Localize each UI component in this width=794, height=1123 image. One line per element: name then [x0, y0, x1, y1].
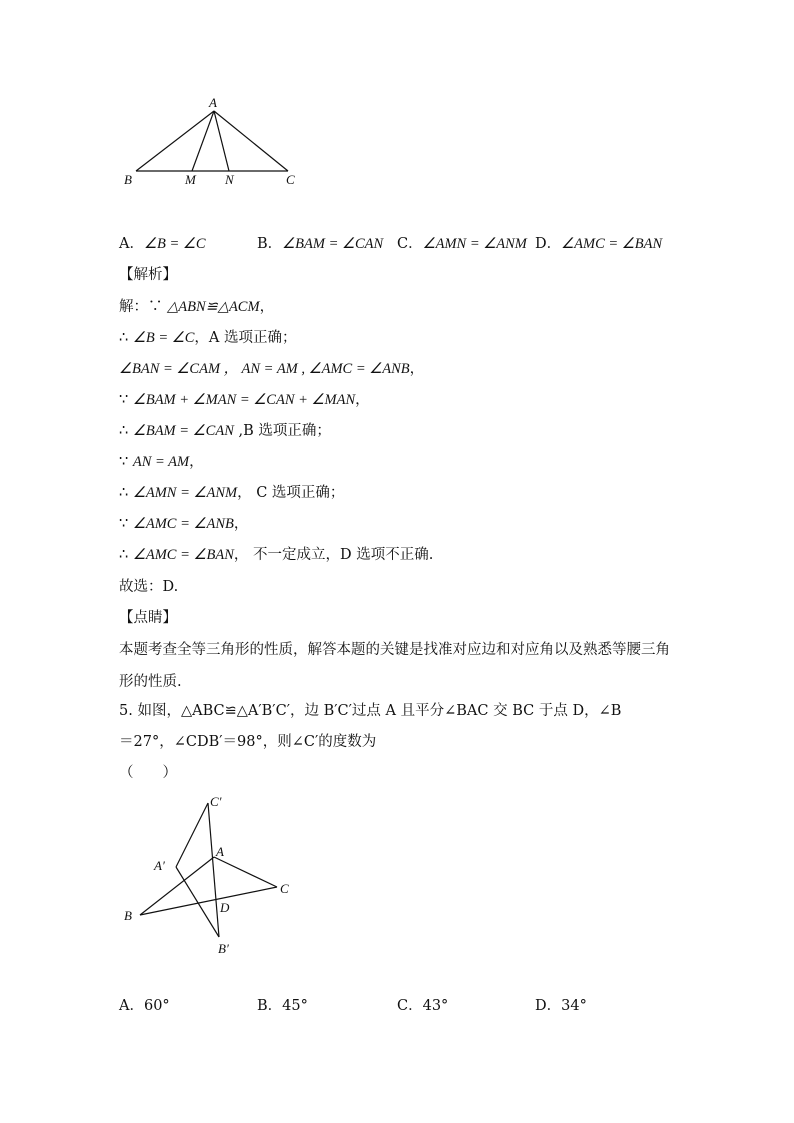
segment-an — [214, 111, 229, 171]
q4-option-d: D．∠AMC = ∠BAN — [535, 236, 663, 252]
label-a: A — [209, 95, 217, 110]
label-n: N — [225, 172, 234, 187]
q5-blank: （ ） — [119, 765, 177, 781]
solution-line-6: ∵ AN = AM， — [119, 454, 204, 470]
segment-a-c — [214, 857, 277, 887]
solution-line-5: ∴ ∠BAM = ∠CAN ,B 选项正确； — [119, 423, 331, 439]
figure-congruent-triangles — [118, 790, 308, 960]
label-d: D — [220, 900, 230, 915]
q4-option-b: B．∠BAM = ∠CAN — [257, 236, 384, 252]
solution-line-3: ∠BAN = ∠CAM ， AN = AM , ∠AMC = ∠ANB， — [119, 361, 425, 377]
q5-option-b: B．45° — [257, 998, 308, 1014]
label-a-prime: A′ — [154, 858, 165, 873]
label-c-prime: C′ — [210, 794, 222, 809]
solution-line-2: ∴ ∠B = ∠C，A 选项正确； — [119, 330, 297, 346]
solution-line-8: ∵ ∠AMC = ∠ANB， — [119, 516, 249, 532]
segment-a1-b1 — [176, 867, 219, 937]
label-b-prime: B′ — [218, 941, 229, 956]
q5-option-c: C．43° — [397, 998, 449, 1014]
segment-b-c — [140, 887, 277, 915]
segment-c1-a1 — [176, 803, 208, 867]
segment-ab — [136, 111, 214, 171]
comment-heading: 【点睛】 — [119, 610, 177, 626]
label-c: C — [280, 881, 289, 896]
label-m: M — [185, 172, 196, 187]
solution-line-1: 解：∵ △ABN≌△ACM， — [119, 299, 275, 315]
answer-line: 故选：D. — [119, 579, 179, 595]
figure-triangle-abc-mn — [118, 94, 318, 194]
q5-line-2: ＝27°，∠CDB′＝98°，则∠C′的度数为 — [119, 734, 377, 750]
q5-option-a: A．60° — [119, 998, 170, 1014]
comment-text: 本题考查全等三角形的性质，解答本题的关键是找准对应边和对应角以及熟悉等腰三角形的性质. — [119, 642, 670, 690]
solution-line-4: ∵ ∠BAM + ∠MAN = ∠CAN + ∠MAN， — [119, 392, 370, 408]
segment-c1-b1 — [208, 803, 219, 937]
segment-ac — [214, 111, 288, 171]
q4-option-c: C．∠AMN = ∠ANM — [397, 236, 527, 252]
label-b: B — [124, 908, 132, 923]
analysis-heading: 【解析】 — [119, 267, 177, 283]
q4-option-a: A．∠B = ∠C — [119, 236, 206, 252]
label-a: A — [216, 844, 224, 859]
label-b: B — [124, 172, 132, 187]
q5-line-1: 5. 如图，△ABC≌△A′B′C′，边 B′C′过点 A 且平分∠BAC 交 BC 于点 D，∠B — [119, 703, 622, 719]
solution-line-7: ∴ ∠AMN = ∠ANM， C 选项正确； — [119, 485, 345, 501]
q5-option-d: D．34° — [535, 998, 587, 1014]
solution-line-9: ∴ ∠AMC = ∠BAN， 不一定成立，D 选项不正确. — [119, 547, 434, 563]
label-c: C — [286, 172, 295, 187]
